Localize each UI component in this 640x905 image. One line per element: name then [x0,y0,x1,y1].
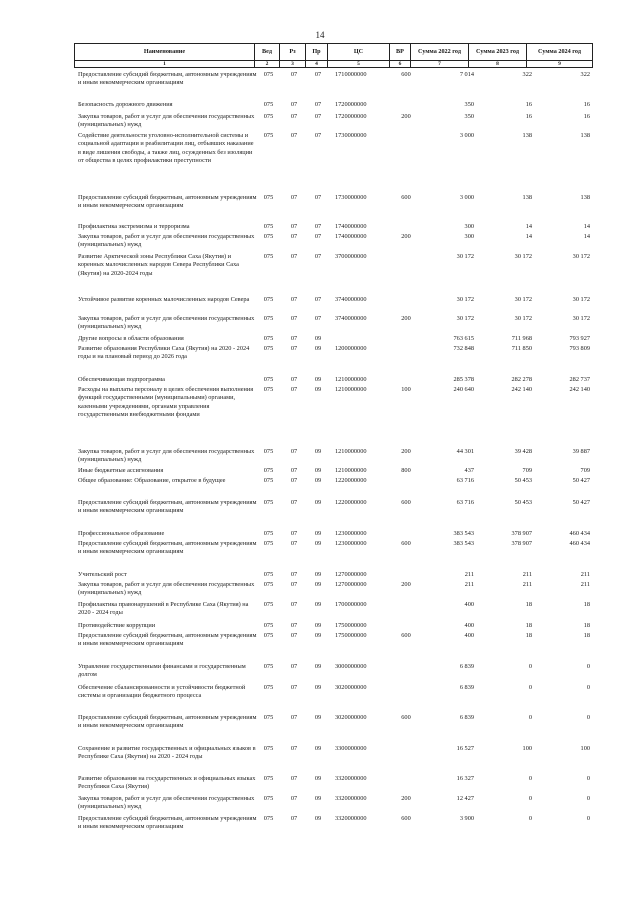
row-sum-2024: 242 140 [569,386,590,393]
row-vr: 200 [401,315,411,322]
row-sum-2023: 39 428 [514,448,532,455]
row-name: Предоставление субсидий бюджетным, автономным учреждениям и иным некоммерческим организациям [78,194,257,210]
row-pr: 07 [314,71,322,78]
row-sum-2024: 50 427 [572,477,590,484]
row-sum-2022: 383 543 [453,530,474,537]
row-sum-2023: 211 [522,571,532,578]
row-sum-2024: 460 434 [569,540,590,547]
row-sum-2023: 322 [522,71,532,78]
row-name: Предоставление субсидий бюджетным, автономным учреждениям и иным некоммерческим организациям [78,714,257,730]
row-vr: 200 [401,233,411,240]
row-sum-2024: 18 [583,601,590,608]
row-name: Безопасность дорожного движения [78,101,173,108]
row-rz: 07 [290,253,298,260]
row-sum-2023: 100 [522,745,532,752]
row-sum-2024: 30 172 [572,253,590,260]
row-name: Управление государственными финансами и государственным долгом [78,663,246,679]
row-cs: 1740000000 [335,223,367,230]
row-ved: 075 [263,233,274,240]
row-sum-2022: 732 848 [453,345,474,352]
row-ved: 075 [263,663,274,670]
row-ved: 075 [263,345,274,352]
row-sum-2023: 711 850 [511,345,532,352]
row-vr: 600 [401,499,411,506]
row-cs: 3300000000 [335,745,367,752]
row-cs: 3020000000 [335,714,367,721]
row-ved: 075 [263,540,274,547]
row-pr: 09 [314,714,322,721]
row-sum-2024: 793 927 [569,335,590,342]
row-ved: 075 [263,113,274,120]
row-pr: 09 [314,684,322,691]
row-name: Закупка товаров, работ и услуг для обеспечения государственных (муниципальных) нужд [78,315,255,331]
row-vr: 600 [401,540,411,547]
col-header-vr: ВР [390,44,411,61]
row-sum-2022: 30 172 [456,296,474,303]
row-sum-2024: 793 809 [569,345,590,352]
row-sum-2022: 16 527 [456,745,474,752]
row-rz: 07 [290,775,298,782]
row-pr: 07 [314,233,322,240]
col-header-sum-2022: Сумма 2022 год [411,44,469,61]
row-rz: 07 [290,386,298,393]
row-vr: 600 [401,714,411,721]
row-sum-2022: 383 543 [453,540,474,547]
col-number: 1 [75,61,255,68]
row-sum-2024: 16 [583,113,590,120]
row-ved: 075 [263,499,274,506]
row-ved: 075 [263,745,274,752]
row-pr: 09 [314,745,322,752]
row-name: Предоставление субсидий бюджетным, автономным учреждениям и иным некоммерческим организациям [78,499,257,515]
row-name: Предоставление субсидий бюджетным, автономным учреждениям и иным некоммерческим организациям [78,540,257,556]
row-sum-2022: 30 172 [456,315,474,322]
col-number: 2 [255,61,280,68]
row-ved: 075 [263,815,274,822]
col-header-sum-2024: Сумма 2024 год [527,44,593,61]
row-rz: 07 [290,477,298,484]
row-cs: 1720000000 [335,113,367,120]
row-pr: 07 [314,132,322,139]
col-header-ved: Вед [255,44,280,61]
row-sum-2022: 211 [464,571,474,578]
row-rz: 07 [290,335,298,342]
row-name: Обеспечивающая подпрограмма [78,376,165,383]
row-rz: 07 [290,499,298,506]
row-sum-2022: 763 615 [453,335,474,342]
row-ved: 075 [263,530,274,537]
row-sum-2024: 211 [580,581,590,588]
row-rz: 07 [290,571,298,578]
row-sum-2023: 18 [525,622,532,629]
row-sum-2024: 322 [580,71,590,78]
row-pr: 09 [314,622,322,629]
row-sum-2022: 7 014 [459,71,474,78]
row-rz: 07 [290,101,298,108]
row-sum-2023: 0 [528,815,532,822]
row-rz: 07 [290,296,298,303]
row-sum-2024: 0 [586,795,590,802]
row-name: Профессиональное образование [78,530,165,537]
row-sum-2023: 378 907 [511,530,532,537]
row-sum-2022: 3 000 [459,132,474,139]
row-ved: 075 [263,376,274,383]
row-rz: 07 [290,745,298,752]
row-pr: 09 [314,571,322,578]
row-cs: 3000000000 [335,663,367,670]
col-number: 3 [280,61,306,68]
col-header-pr: Пр [306,44,328,61]
row-sum-2024: 282 737 [569,376,590,383]
row-pr: 09 [314,663,322,670]
row-rz: 07 [290,530,298,537]
row-sum-2023: 378 907 [511,540,532,547]
row-rz: 07 [290,132,298,139]
row-rz: 07 [290,376,298,383]
row-sum-2023: 50 453 [514,477,532,484]
col-number: 4 [306,61,328,68]
row-cs: 1200000000 [335,345,367,352]
row-cs: 1730000000 [335,194,367,201]
row-name: Общее образование: Образование, открытое в будущее [78,477,226,484]
row-pr: 09 [314,795,322,802]
row-sum-2024: 0 [586,714,590,721]
row-rz: 07 [290,663,298,670]
row-pr: 07 [314,253,322,260]
row-sum-2023: 30 172 [514,253,532,260]
row-name: Противодействие коррупции [78,622,156,629]
col-number: 5 [328,61,390,68]
row-cs: 1740000000 [335,233,367,240]
row-vr: 200 [401,113,411,120]
row-ved: 075 [263,622,274,629]
row-cs: 1270000000 [335,581,367,588]
row-sum-2023: 709 [522,467,532,474]
row-pr: 09 [314,499,322,506]
row-sum-2022: 437 [464,467,474,474]
row-rz: 07 [290,622,298,629]
row-sum-2023: 138 [522,194,532,201]
row-name: Развитие Арктической зоны Республики Саха (Якутия) и коренных малочисленных народов Севера Республики Саха (Якутия) на 2020-2024 годы [78,253,239,277]
row-sum-2024: 18 [583,622,590,629]
row-ved: 075 [263,581,274,588]
row-cs: 1210000000 [335,386,367,393]
row-sum-2023: 30 172 [514,296,532,303]
row-vr: 100 [401,386,411,393]
row-sum-2023: 138 [522,132,532,139]
row-ved: 075 [263,315,274,322]
row-pr: 09 [314,345,322,352]
row-sum-2024: 0 [586,775,590,782]
row-sum-2022: 6 839 [459,714,474,721]
row-sum-2023: 0 [528,663,532,670]
row-cs: 3320000000 [335,775,367,782]
row-sum-2023: 0 [528,684,532,691]
row-sum-2023: 242 140 [511,386,532,393]
row-pr: 09 [314,376,322,383]
row-name: Закупка товаров, работ и услуг для обеспечения государственных (муниципальных) нужд [78,113,255,129]
row-sum-2023: 16 [525,113,532,120]
row-sum-2022: 3 900 [459,815,474,822]
row-ved: 075 [263,684,274,691]
row-name: Закупка товаров, работ и услуг для обеспечения государственных (муниципальных) нужд [78,581,255,597]
row-sum-2023: 282 278 [511,376,532,383]
row-rz: 07 [290,795,298,802]
row-pr: 09 [314,632,322,639]
row-cs: 3740000000 [335,296,367,303]
row-cs: 1220000000 [335,499,367,506]
row-cs: 1230000000 [335,530,367,537]
row-sum-2024: 50 427 [572,499,590,506]
row-sum-2022: 400 [464,601,474,608]
row-ved: 075 [263,71,274,78]
row-rz: 07 [290,233,298,240]
row-sum-2022: 16 327 [456,775,474,782]
row-sum-2023: 0 [528,775,532,782]
row-cs: 1210000000 [335,448,367,455]
row-pr: 09 [314,335,322,342]
row-sum-2022: 285 378 [453,376,474,383]
row-sum-2023: 16 [525,101,532,108]
row-sum-2022: 6 839 [459,684,474,691]
col-number: 7 [411,61,469,68]
page-number: 14 [315,30,325,40]
row-rz: 07 [290,194,298,201]
row-rz: 07 [290,815,298,822]
row-sum-2024: 14 [583,223,590,230]
row-ved: 075 [263,101,274,108]
row-sum-2022: 350 [464,113,474,120]
row-pr: 09 [314,601,322,608]
row-cs: 1710000000 [335,71,367,78]
row-ved: 075 [263,714,274,721]
row-sum-2024: 460 434 [569,530,590,537]
row-pr: 09 [314,815,322,822]
row-sum-2023: 18 [525,601,532,608]
row-ved: 075 [263,132,274,139]
row-sum-2024: 0 [586,663,590,670]
col-number: 6 [390,61,411,68]
row-name: Закупка товаров, работ и услуг для обеспечения государственных (муниципальных) нужд [78,795,255,811]
row-rz: 07 [290,540,298,547]
row-sum-2022: 63 716 [456,499,474,506]
row-sum-2024: 30 172 [572,296,590,303]
row-cs: 1210000000 [335,376,367,383]
row-sum-2023: 30 172 [514,315,532,322]
row-ved: 075 [263,223,274,230]
row-name: Профилактика экстремизма и терроризма [78,223,190,230]
row-cs: 1730000000 [335,132,367,139]
row-sum-2022: 240 640 [453,386,474,393]
row-ved: 075 [263,467,274,474]
row-sum-2024: 39 887 [572,448,590,455]
row-name: Развитие образования на государственных и официальных языках Республики Саха (Якутия) [78,775,256,791]
row-sum-2022: 300 [464,223,474,230]
row-ved: 075 [263,253,274,260]
row-rz: 07 [290,71,298,78]
row-pr: 09 [314,775,322,782]
row-sum-2022: 63 716 [456,477,474,484]
row-sum-2023: 711 968 [511,335,532,342]
row-pr: 07 [314,223,322,230]
row-rz: 07 [290,315,298,322]
row-rz: 07 [290,467,298,474]
row-cs: 1230000000 [335,540,367,547]
row-pr: 09 [314,467,322,474]
col-header-name: Наименование [75,44,255,61]
row-name: Предоставление субсидий бюджетным, автономным учреждениям и иным некоммерческим организациям [78,71,257,87]
row-pr: 07 [314,296,322,303]
row-pr: 09 [314,448,322,455]
col-number: 8 [469,61,527,68]
row-name: Иные бюджетные ассигнования [78,467,164,474]
row-ved: 075 [263,477,274,484]
row-cs: 3020000000 [335,684,367,691]
row-cs: 1750000000 [335,632,367,639]
row-vr: 600 [401,194,411,201]
col-header-sum-2023: Сумма 2023 год [469,44,527,61]
row-sum-2023: 14 [525,223,532,230]
row-name: Предоставление субсидий бюджетным, автономным учреждениям и иным некоммерческим организациям [78,815,257,831]
row-rz: 07 [290,632,298,639]
row-pr: 07 [314,194,322,201]
row-pr: 07 [314,101,322,108]
row-sum-2023: 14 [525,233,532,240]
row-sum-2024: 16 [583,101,590,108]
row-ved: 075 [263,571,274,578]
row-cs: 1270000000 [335,571,367,578]
row-rz: 07 [290,684,298,691]
row-sum-2024: 30 172 [572,315,590,322]
row-sum-2023: 18 [525,632,532,639]
row-vr: 200 [401,581,411,588]
row-sum-2023: 50 453 [514,499,532,506]
row-sum-2024: 138 [580,194,590,201]
row-rz: 07 [290,601,298,608]
row-name: Учительский рост [78,571,127,578]
row-name: Профилактика правонарушений в Республике Саха (Якутия) на 2020 - 2024 годы [78,601,249,617]
row-sum-2024: 138 [580,132,590,139]
row-sum-2024: 0 [586,815,590,822]
row-pr: 07 [314,113,322,120]
row-vr: 600 [401,815,411,822]
row-ved: 075 [263,386,274,393]
row-pr: 09 [314,540,322,547]
row-ved: 075 [263,775,274,782]
row-vr: 600 [401,632,411,639]
row-name: Предоставление субсидий бюджетным, автономным учреждениям и иным некоммерческим организациям [78,632,257,648]
row-ved: 075 [263,448,274,455]
row-name: Содействие деятельности уголовно-исполнительной системы и социальной адаптации и реабилитации лиц, отбывших наказание в виде лишения свободы, а также лиц, осужденных без изоляции от общества в целях профилактики преступности [78,132,254,165]
row-rz: 07 [290,223,298,230]
row-sum-2024: 709 [580,467,590,474]
row-name: Сохранение и развитие государственных и официальных языков в Республике Саха (Якутия) на 2020 - 2024 годы [78,745,256,761]
row-sum-2024: 14 [583,233,590,240]
row-sum-2023: 0 [528,795,532,802]
row-vr: 800 [401,467,411,474]
row-sum-2022: 211 [464,581,474,588]
row-rz: 07 [290,714,298,721]
row-sum-2022: 44 301 [456,448,474,455]
col-number: 9 [527,61,593,68]
row-sum-2022: 400 [464,632,474,639]
row-ved: 075 [263,795,274,802]
row-rz: 07 [290,345,298,352]
row-cs: 1210000000 [335,467,367,474]
row-name: Устойчивое развитие коренных малочисленных народов Севера [78,296,250,303]
row-pr: 09 [314,530,322,537]
row-name: Закупка товаров, работ и услуг для обеспечения государственных (муниципальных) нужд [78,448,255,464]
row-rz: 07 [290,581,298,588]
row-sum-2022: 300 [464,233,474,240]
row-pr: 09 [314,477,322,484]
row-sum-2022: 400 [464,622,474,629]
row-cs: 1720000000 [335,101,367,108]
row-cs: 1750000000 [335,622,367,629]
row-sum-2023: 211 [522,581,532,588]
row-pr: 07 [314,315,322,322]
row-vr: 200 [401,795,411,802]
row-ved: 075 [263,194,274,201]
row-pr: 09 [314,581,322,588]
row-sum-2024: 18 [583,632,590,639]
row-rz: 07 [290,448,298,455]
row-sum-2022: 30 172 [456,253,474,260]
row-name: Расходы на выплаты персоналу в целях обеспечения выполнения функций государственными (муниципальными) органами, казенными учреждениями, органами управления государственными внебюджетными фондами [78,386,254,419]
row-sum-2022: 12 427 [456,795,474,802]
row-rz: 07 [290,113,298,120]
col-header-rz: Рз [280,44,306,61]
row-sum-2024: 0 [586,684,590,691]
row-vr: 600 [401,71,411,78]
row-name: Закупка товаров, работ и услуг для обеспечения государственных (муниципальных) нужд [78,233,255,249]
row-vr: 200 [401,448,411,455]
row-sum-2022: 3 000 [459,194,474,201]
row-pr: 09 [314,386,322,393]
row-sum-2024: 100 [580,745,590,752]
row-cs: 1220000000 [335,477,367,484]
row-name: Другие вопросы в области образования [78,335,184,342]
row-name: Обеспечение сбалансированности и устойчивости бюджетной системы и организации бюджетного процесса [78,684,246,700]
row-sum-2022: 6 839 [459,663,474,670]
row-sum-2024: 211 [580,571,590,578]
col-header-cs: ЦС [328,44,390,61]
row-cs: 3320000000 [335,795,367,802]
row-sum-2023: 0 [528,714,532,721]
row-name: Развитие образования Республики Саха (Якутия) на 2020 - 2024 годы и на плановый период до 2026 года [78,345,250,361]
row-cs: 3320000000 [335,815,367,822]
row-cs: 3700000000 [335,253,367,260]
row-cs: 1700000000 [335,601,367,608]
row-ved: 075 [263,335,274,342]
row-sum-2022: 350 [464,101,474,108]
row-ved: 075 [263,632,274,639]
row-ved: 075 [263,296,274,303]
row-cs: 3740000000 [335,315,367,322]
row-ved: 075 [263,601,274,608]
